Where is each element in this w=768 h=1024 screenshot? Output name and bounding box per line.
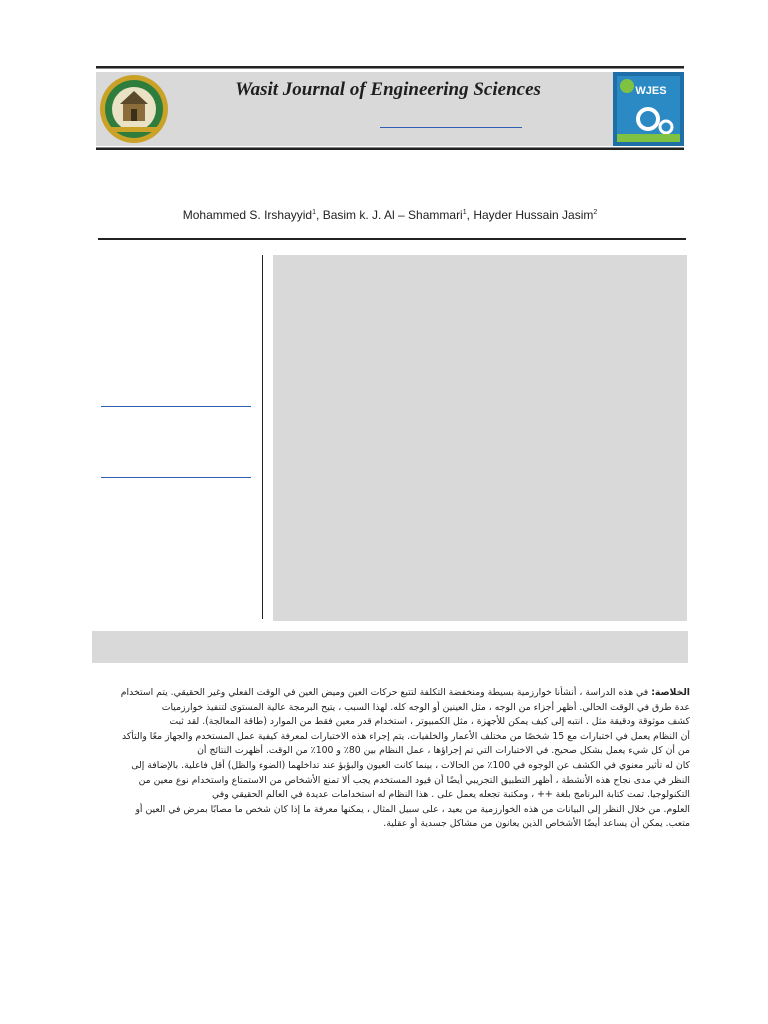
arabic-abstract	[94, 686, 690, 832]
arabic-abstract-line: أن النظام يعمل في اختبارات مع 15 شخصًا من مختلف الأعمار والخلفيات. يتم إجراء هذه الاختبارات لمعرفة كيفية عمل المستخدم والجهاز معًا والتأكد	[122, 730, 690, 742]
author-affiliation: 1	[312, 209, 317, 216]
cover-text: WJES	[635, 85, 667, 97]
header-top-rule-thin	[96, 68, 684, 69]
journal-link-underline[interactable]	[380, 127, 522, 128]
author-affiliation: 1	[462, 209, 467, 216]
author-name: Mohammed S. Irshayyid	[182, 208, 313, 222]
header-bottom-rule	[96, 148, 684, 150]
arabic-abstract-line: العلوم. من خلال النظر إلى البيانات من هذه الخوارزمية من بعيد ، على سبيل المثال ، يمكنها معرفة ما إذا كان شخص ما مصابًا بمرض في العين أو	[135, 803, 690, 815]
author-affiliation: 2	[593, 209, 598, 216]
journal-title: Wasit Journal of Engineering Sciences	[235, 79, 541, 100]
arabic-abstract-line: التكنولوجيا. تمت كتابة البرنامج بلغة ++ ، ومكتبة تجعله يعمل على . هذا النظام له استخدامات عديدة في العالم الحقيقي وفي	[212, 789, 690, 801]
article-info-link-line[interactable]	[101, 406, 251, 407]
arabic-abstract-line: النظر في مدى نجاح هذه الأنشطة ، أظهر التطبيق التجريبي أيضًا أن قيود المستخدم يجب ألا تمنع الأشخاص من الاستمتاع واستخدام نوع معين من	[138, 774, 690, 786]
keywords-bar	[92, 631, 688, 663]
column-divider	[262, 255, 263, 619]
abstract-box	[273, 255, 687, 621]
author-name: Basim k. J. Al – Shammari	[322, 208, 463, 222]
section-rule	[98, 238, 686, 240]
journal-cover-logo	[613, 72, 684, 146]
arabic-abstract-line: كشف موثوقة ودقيقة مثل . انتبه إلى كيف يمكن للأجهزة ، مثل الكمبيوتر ، استخدام قدر معين فقط من الموارد (طاقة المعالجة). لقد ثبت	[169, 716, 690, 728]
arabic-abstract-line: كان له تأثير معنوي في الكشف عن الوجوه في 100٪ من الحالات ، بينما كانت العيون والبؤبؤ عند تداخلهما (الضوء والظل) أقل فاعلية. بالإضافة إلى	[131, 759, 690, 771]
article-info-link-line[interactable]	[101, 477, 251, 478]
author-name: Hayder Hussain Jasim	[473, 208, 594, 222]
arabic-abstract-line: عدة طرق في الوقت الحالي. أظهر أجزاء من الوجه ، مثل العينين أو الوجه كله. لهذا السبب ، يتيح البرمجة عالية المستوى لتنفيذ خوارزميات	[161, 701, 690, 713]
arabic-abstract-label: الخلاصة:	[651, 687, 690, 698]
author-list: Mohammed S. Irshayyid$^1$, Basim k. J. Al – Shammari$^1$, Hayder Hussain Jasim$^2$	[182, 208, 598, 222]
arabic-abstract-line: الخلاصة: في هذه الدراسة ، أنشأنا خوارزمية بسيطة ومنخفضة التكلفة لتتبع حركات العين وميض العين في الوقت الفعلي وغير الحقيقي. يتم استخدام	[120, 687, 690, 698]
arabic-abstract-line: من أن كل شيء يعمل بشكل صحيح. في الاختبارات التي تم إجراؤها ، عمل النظام بين 80٪ و 100٪ من الوقت. أظهرت النتائج أن	[197, 745, 690, 757]
university-seal-logo	[97, 73, 171, 145]
arabic-abstract-line: متعب. يمكن أن يساعد أيضًا الأشخاص الذين يعانون من مشاكل جسدية أو عقلية.	[383, 818, 690, 830]
